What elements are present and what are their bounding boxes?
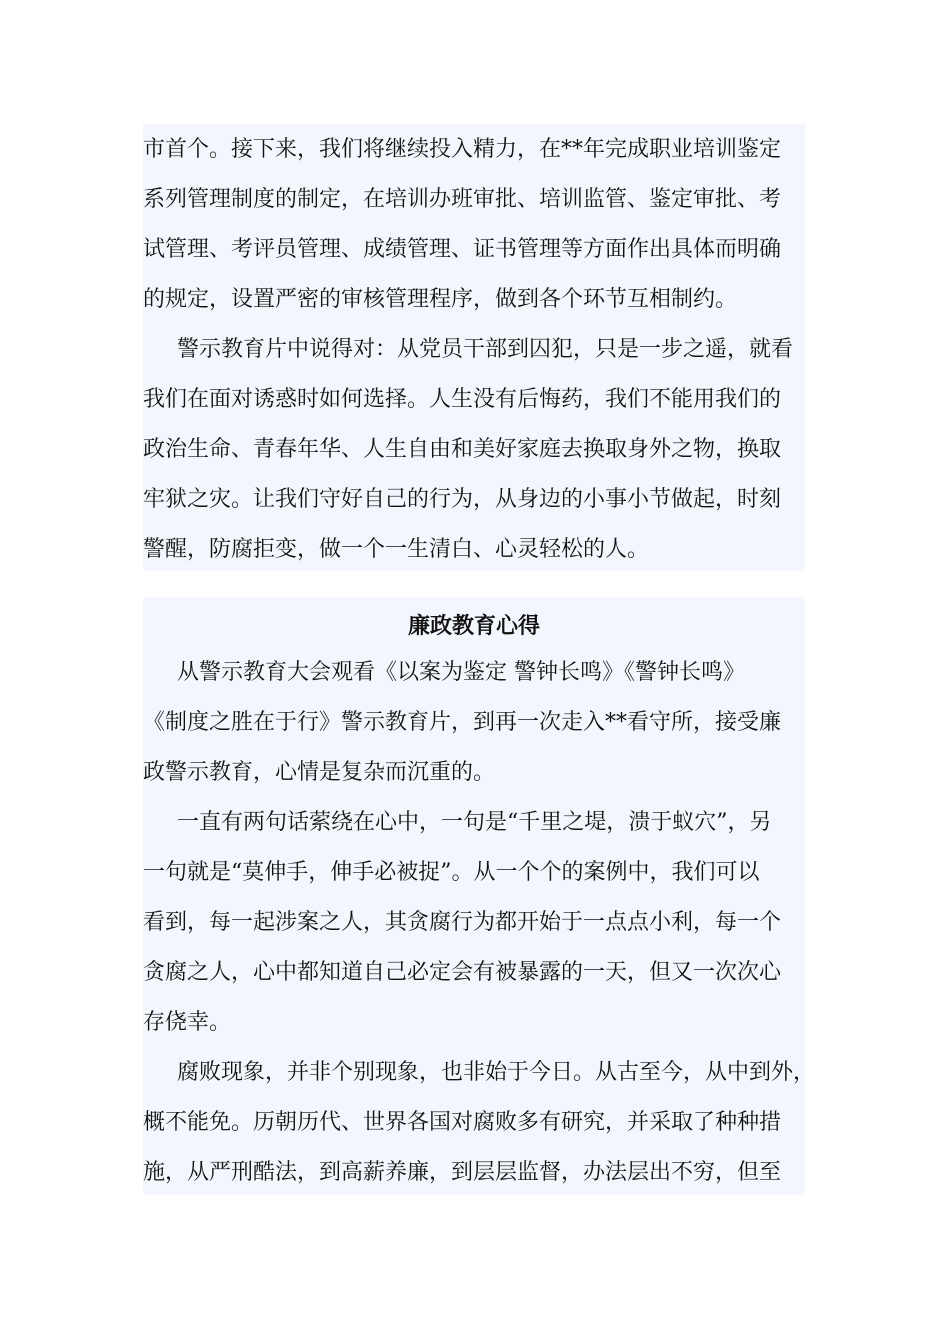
paragraph-line: 概不能免。历朝历代、世界各国对腐败多有研究，并采取了种种措 bbox=[143, 1110, 782, 1135]
paragraph-line: 系列管理制度的制定，在培训办班审批、培训监管、鉴定审批、考 bbox=[143, 187, 782, 212]
paragraph-line: 我们在面对诱惑时如何选择。人生没有后悔药，我们不能用我们的 bbox=[143, 387, 782, 412]
article-title: 廉政教育心得 bbox=[407, 613, 540, 639]
paragraph-line: 警示教育片中说得对：从党员干部到囚犯，只是一步之遥，就看 bbox=[177, 337, 794, 362]
paragraph-line: 看到，每一起涉案之人，其贪腐行为都开始于一点点小利，每一个 bbox=[143, 910, 782, 935]
paragraph-line: 政治生命、青春年华、人生自由和美好家庭去换取身外之物，换取 bbox=[143, 437, 782, 462]
paragraph-line: 试管理、考评员管理、成绩管理、证书管理等方面作出具体而明确 bbox=[143, 237, 782, 262]
paragraph-line: 政警示教育，心情是复杂而沉重的。 bbox=[143, 760, 496, 785]
paragraph-line: 施，从严刑酷法，到高薪养廉，到层层监督，办法层出不穷，但至 bbox=[143, 1160, 782, 1185]
paragraph-line: 牢狱之灾。让我们守好自己的行为，从身边的小事小节做起，时刻 bbox=[143, 487, 782, 512]
paragraph-line: 从警示教育大会观看《以案为鉴定 警钟长鸣》《警钟长鸣》 bbox=[177, 660, 745, 685]
paragraph-line: 警醒，防腐拒变，做一个一生清白、心灵轻松的人。 bbox=[143, 537, 650, 562]
paragraph-line: 腐败现象，并非个别现象，也非始于今日。从古至今，从中到外， bbox=[177, 1060, 816, 1085]
paragraph-line: 市首个。接下来，我们将继续投入精力，在**年完成职业培训鉴定 bbox=[143, 137, 782, 162]
paragraph-line: 《制度之胜在于行》警示教育片，到再一次走入**看守所，接受廉 bbox=[143, 710, 782, 735]
text-block-article bbox=[143, 597, 816, 1195]
paragraph-line: 一直有两句话萦绕在心中，一句是“千里之堤，溃于蚁穴”，另 bbox=[177, 810, 772, 835]
paragraph-line: 的规定，设置严密的审核管理程序，做到各个环节互相制约。 bbox=[143, 287, 738, 312]
paragraph-line: 存侥幸。 bbox=[143, 1010, 232, 1035]
paragraph-line: 贪腐之人，心中都知道自己必定会有被暴露的一天，但又一次次心 bbox=[143, 960, 782, 985]
text-block-continuation bbox=[143, 124, 805, 571]
paragraph-line: 一句就是“莫伸手，伸手必被捉”。从一个个的案例中，我们可以 bbox=[143, 860, 760, 885]
